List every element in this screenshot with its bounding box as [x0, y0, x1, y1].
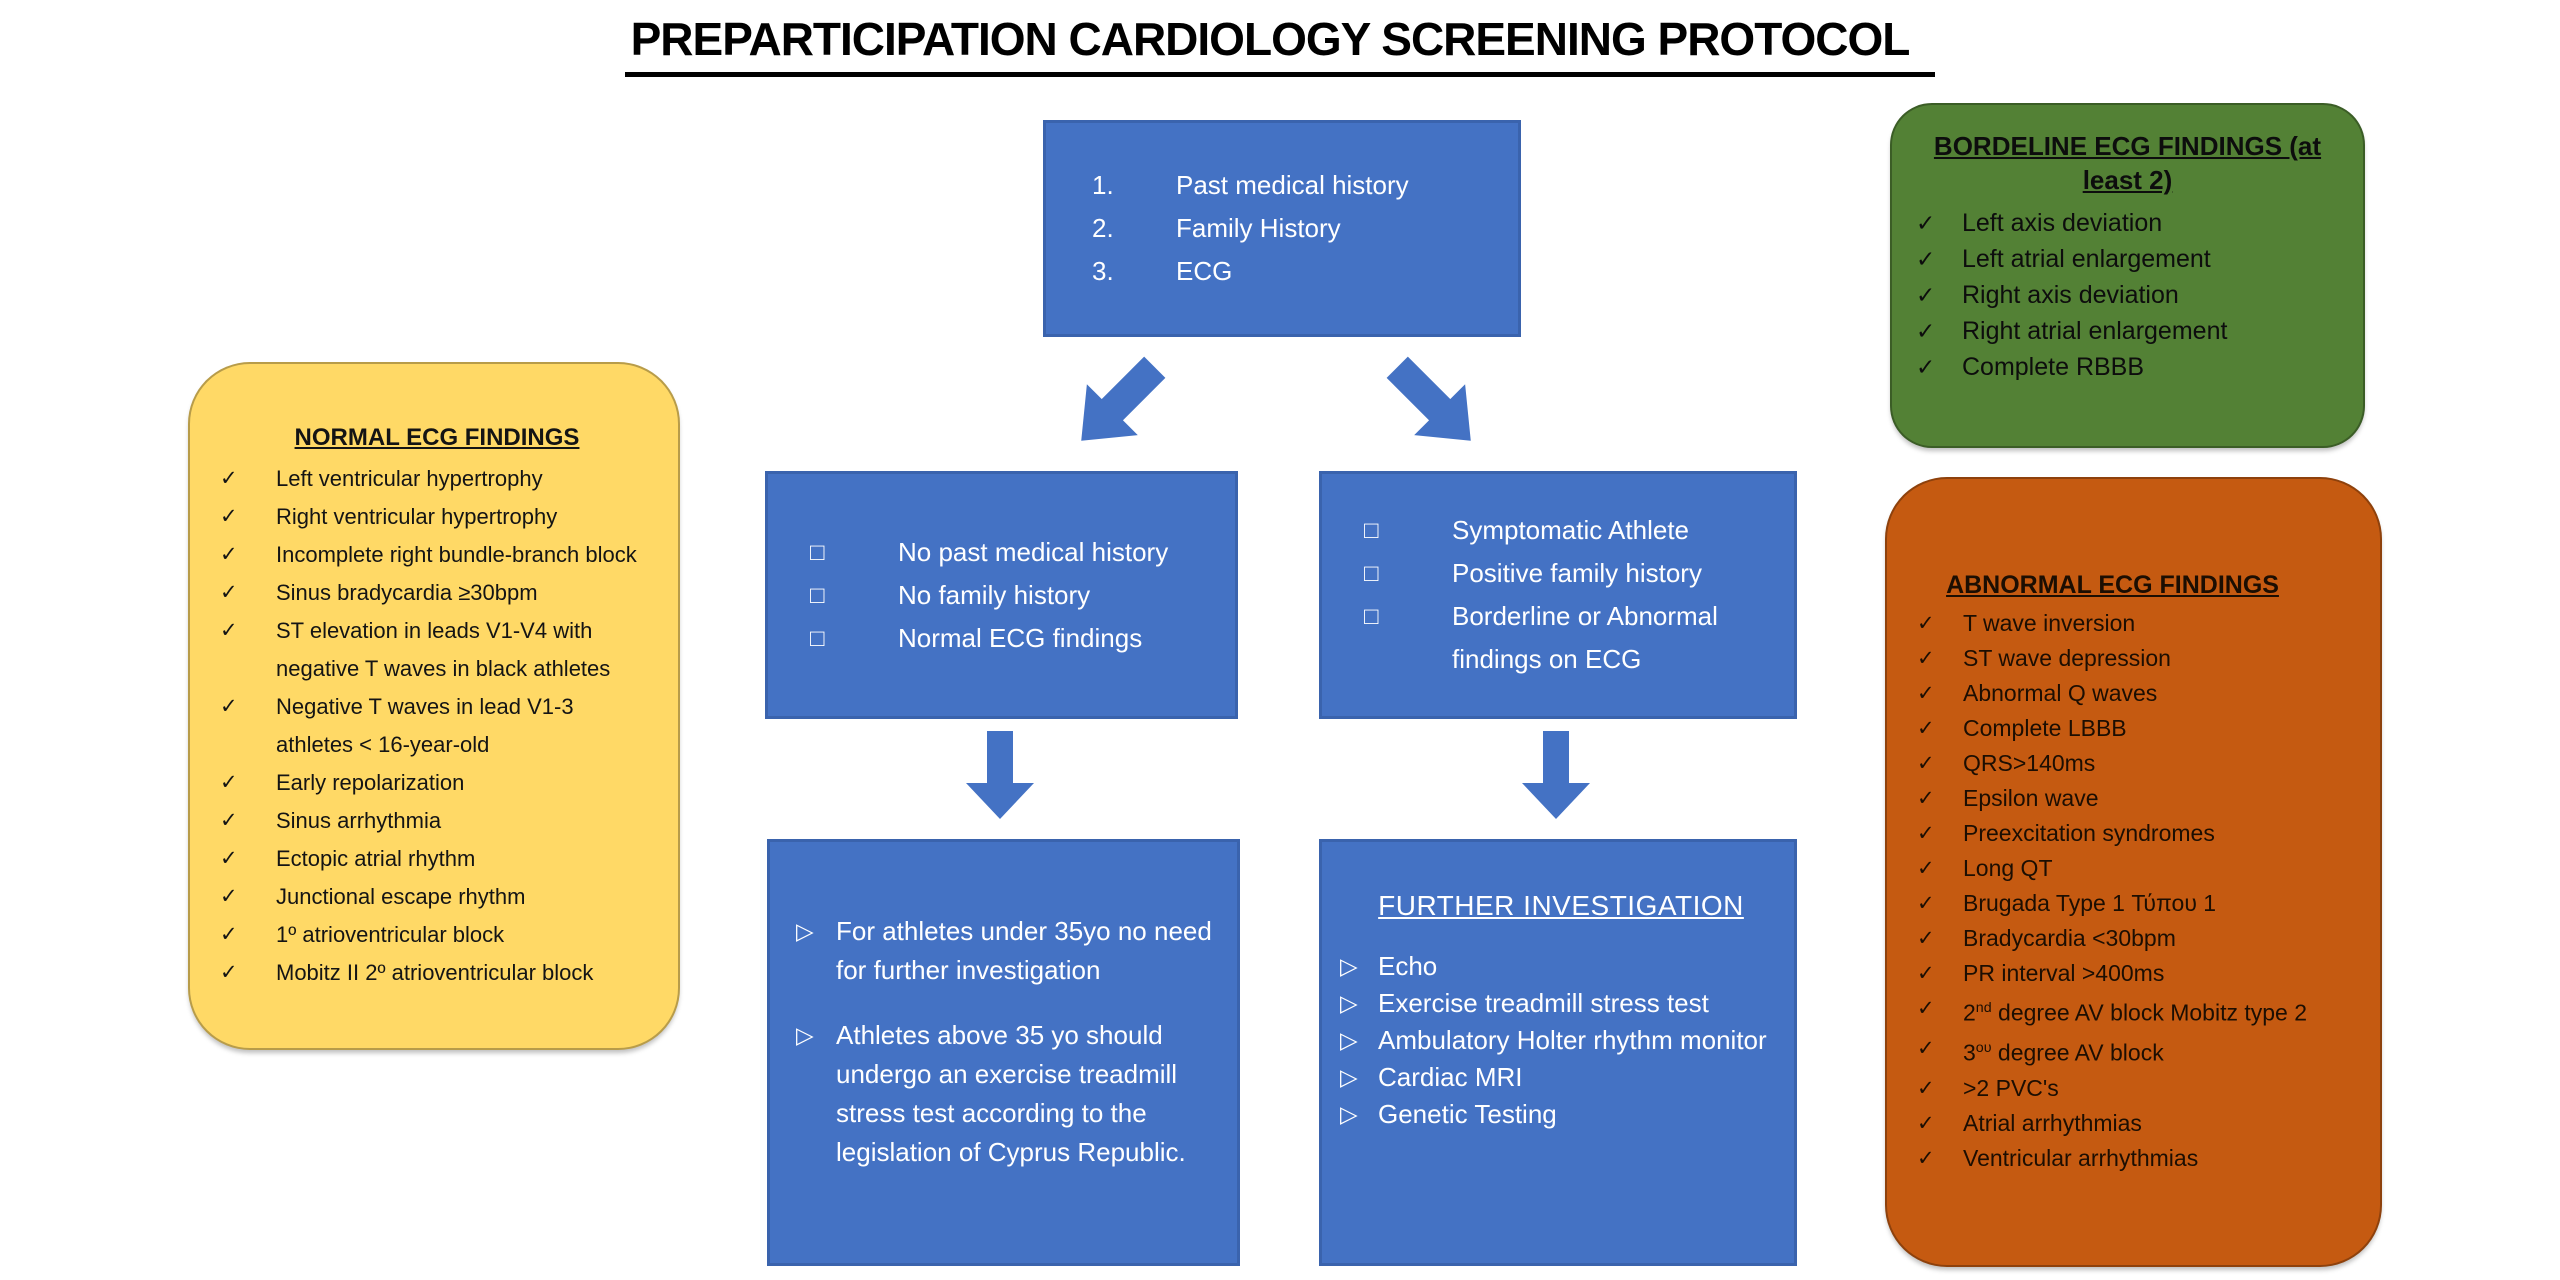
- box-title-line1: BORDELINE ECG FINDINGS (at: [1933, 131, 2322, 161]
- list-item-text: Negative T waves in lead V1-3 athletes < 16-year-old: [276, 694, 574, 757]
- borderline-ecg-box: [1890, 103, 2365, 448]
- arrow-shaft: [1543, 731, 1569, 784]
- list-item-text: Complete LBBB: [1963, 715, 2127, 742]
- list-item-text: Epsilon wave: [1963, 785, 2099, 812]
- check-icon: ✓: [220, 771, 238, 794]
- list-item: [1917, 851, 2308, 886]
- list-item: [220, 840, 654, 878]
- list-item: [220, 878, 654, 916]
- checkbox-icon: □: [810, 538, 825, 566]
- list-item: [1917, 956, 2308, 991]
- list-item: [1917, 921, 2308, 956]
- arrow-screening-to-negative: [1056, 342, 1180, 466]
- ordinal-rest: degree AV block: [1991, 1039, 2164, 1066]
- list-item-text: Left axis deviation: [1962, 209, 2163, 237]
- check-icon: ✓: [1916, 246, 1936, 272]
- check-icon: ✓: [220, 467, 238, 490]
- arrow-positive-to-further: [1522, 731, 1590, 819]
- list-number: 3.: [1092, 256, 1114, 286]
- list-item: [1917, 1141, 2308, 1176]
- box-title: [1916, 129, 2339, 197]
- check-icon: ✓: [1917, 717, 1935, 741]
- list-item-text: Left ventricular hypertrophy: [276, 466, 543, 491]
- arrowhead-icon: ▷: [1340, 953, 1358, 979]
- list-item-text: PR interval >400ms: [1963, 960, 2165, 987]
- list-item-text: Complete RBBB: [1962, 353, 2145, 381]
- list-item: [220, 536, 654, 574]
- list-item: [1917, 816, 2308, 851]
- list-item: [220, 916, 654, 954]
- list-item: [1340, 1096, 1782, 1133]
- list-item: [1340, 985, 1782, 1022]
- list-item-text: Exercise treadmill stress test: [1378, 988, 1709, 1018]
- list-item: [1364, 552, 1779, 595]
- arrowhead-icon: ▷: [1340, 1101, 1358, 1127]
- list-item: [1916, 205, 2339, 241]
- check-icon: ✓: [1917, 1037, 1935, 1060]
- list-item: [1917, 606, 2308, 641]
- list-item-text: Preexcitation syndromes: [1963, 820, 2215, 847]
- list-item: [1917, 886, 2308, 921]
- normal-ecg-box: [188, 362, 680, 1050]
- list-item: [220, 498, 654, 536]
- arrow-negative-to-outcome: [966, 731, 1034, 819]
- list-item-text: No family history: [898, 579, 1091, 610]
- list-item: [1917, 676, 2308, 711]
- list-item: [810, 531, 1220, 574]
- list-item-text: Junctional escape rhythm: [276, 884, 526, 909]
- list-item-text: Ectopic atrial rhythm: [276, 846, 476, 871]
- box-title: ABNORMAL ECG FINDINGS: [1946, 571, 2279, 600]
- list-item-text: Bradycardia <30bpm: [1963, 925, 2176, 952]
- arrowhead-icon: ▷: [1340, 1027, 1358, 1053]
- list-item: [1917, 991, 2308, 1031]
- list-item: [1917, 1071, 2308, 1106]
- list-item-text: Right axis deviation: [1962, 281, 2179, 309]
- check-icon: ✓: [1917, 647, 1935, 671]
- list-item: [1916, 349, 2339, 385]
- check-icon: ✓: [1917, 1111, 1935, 1135]
- list-item-text: >2 PVC's: [1963, 1074, 2059, 1101]
- list-item-text: Echo: [1378, 951, 1438, 981]
- check-icon: ✓: [220, 847, 238, 870]
- arrowhead-icon: ▷: [796, 1022, 814, 1048]
- list-item-text: Symptomatic Athlete: [1452, 515, 1689, 545]
- list-item: [1917, 1031, 2308, 1071]
- checkbox-icon: □: [810, 624, 825, 652]
- screening-steps-box: [1043, 120, 1521, 337]
- list-item: [1340, 1059, 1782, 1096]
- ordinal-base: 3: [1963, 1039, 1976, 1066]
- list-item-text: Brugada Type 1 Τύπου 1: [1963, 890, 2217, 917]
- list-item: [220, 574, 654, 612]
- check-icon: ✓: [1917, 612, 1935, 636]
- check-icon: ✓: [1917, 962, 1935, 986]
- check-icon: ✓: [220, 923, 238, 946]
- list-item: [1916, 313, 2339, 349]
- list-item: [220, 612, 654, 688]
- further-investigation-box: [1319, 839, 1797, 1266]
- list-item-text: Right ventricular hypertrophy: [276, 504, 558, 529]
- list-item-text: Ambulatory Holter rhythm monitor: [1378, 1025, 1767, 1055]
- list-item-text: Early repolarization: [276, 770, 465, 795]
- checkbox-icon: □: [810, 581, 825, 609]
- check-icon: ✓: [1917, 1146, 1935, 1170]
- list-item-text: Sinus arrhythmia: [276, 808, 442, 833]
- check-icon: ✓: [1916, 354, 1936, 380]
- abnormal-ecg-box: [1885, 477, 2382, 1267]
- list-number: 2.: [1092, 213, 1114, 243]
- ordinal-rest: degree AV block Mobitz type 2: [1991, 1000, 2308, 1026]
- check-icon: ✓: [1916, 318, 1936, 344]
- list-item-text: Athletes above 35 yo should undergo an exercise treadmill stress test according to the legislation of Cyprus Republic.: [836, 1020, 1186, 1167]
- list-item: [1917, 1106, 2308, 1141]
- list-item-text: Left atrial enlargement: [1962, 245, 2211, 273]
- list-item: [1340, 948, 1782, 985]
- checkbox-icon: □: [1364, 517, 1379, 544]
- list-item: [1917, 641, 2308, 676]
- page-header: [0, 12, 2560, 77]
- box-title-line2: least 2): [2082, 165, 2173, 195]
- check-icon: ✓: [1917, 997, 1935, 1021]
- list-item: [1340, 1022, 1782, 1059]
- check-icon: ✓: [220, 619, 238, 642]
- list-item-text: Normal ECG findings: [898, 622, 1143, 653]
- list-item: [1916, 241, 2339, 277]
- ordinal-base: 2: [1963, 1000, 1976, 1026]
- list-item-text: Ventricular arrhythmias: [1963, 1144, 2199, 1171]
- list-item-text: T wave inversion: [1963, 610, 2136, 637]
- list-item-text: Borderline or Abnormal findings on ECG: [1452, 601, 1718, 674]
- list-item: [1917, 711, 2308, 746]
- check-icon: ✓: [1917, 682, 1935, 706]
- check-icon: ✓: [1917, 787, 1935, 811]
- list-item: [220, 764, 654, 802]
- check-icon: ✓: [1917, 822, 1935, 846]
- arrow-screening-to-positive: [1372, 342, 1496, 466]
- list-item: [220, 460, 654, 498]
- check-icon: ✓: [220, 505, 238, 528]
- list-item-text: No past medical history: [898, 536, 1169, 567]
- list-item-text: Family History: [1176, 213, 1341, 243]
- list-item-text: ECG: [1176, 256, 1233, 286]
- list-item: [1092, 164, 1508, 207]
- check-icon: ✓: [220, 581, 238, 604]
- list-item: [1916, 277, 2339, 313]
- list-item-text: For athletes under 35yo no need for further investigation: [836, 916, 1212, 985]
- check-icon: ✓: [220, 809, 238, 832]
- arrow-shaft: [987, 731, 1013, 784]
- check-icon: ✓: [220, 885, 238, 908]
- arrowhead-icon: ▷: [1340, 990, 1358, 1016]
- check-icon: ✓: [1916, 210, 1936, 236]
- list-item-text: Genetic Testing: [1378, 1099, 1557, 1129]
- page-title: PREPARTICIPATION CARDIOLOGY SCREENING PROTOCOL: [625, 12, 1936, 77]
- list-item-text: Abnormal Q waves: [1963, 680, 2158, 707]
- list-item-text: Cardiac MRI: [1378, 1062, 1523, 1092]
- positive-screen-box: [1319, 471, 1797, 719]
- check-icon: ✓: [1917, 927, 1935, 951]
- arrowhead-icon: ▷: [796, 918, 814, 944]
- negative-screen-box: [765, 471, 1238, 719]
- list-item: [1917, 746, 2308, 781]
- list-item-text: Atrial arrhythmias: [1963, 1109, 2142, 1136]
- list-item: [220, 802, 654, 840]
- arrow-head: [1522, 783, 1590, 819]
- check-icon: ✓: [1917, 892, 1935, 916]
- list-item: [1364, 509, 1779, 552]
- list-item: [220, 954, 654, 992]
- list-item-text: Positive family history: [1452, 558, 1702, 588]
- arrow-head: [966, 783, 1034, 819]
- no-further-investigation-box: [767, 839, 1240, 1266]
- list-item-text: Sinus bradycardia ≥30bpm: [276, 580, 538, 605]
- list-item-text: Mobitz II 2º atrioventricular block: [276, 960, 594, 985]
- list-number: 1.: [1092, 170, 1114, 200]
- list-item-text: ST elevation in leads V1-V4 with negative T waves in black athletes: [276, 618, 611, 681]
- list-item-text: Long QT: [1963, 855, 2053, 882]
- ordinal-superscript: ου: [1975, 1040, 1992, 1056]
- list-item-text: Incomplete right bundle-branch block: [276, 542, 637, 567]
- check-icon: ✓: [220, 961, 238, 984]
- check-icon: ✓: [220, 695, 238, 718]
- list-item: [1092, 207, 1508, 250]
- list-item-text: ST wave depression: [1963, 645, 2171, 672]
- box-title: NORMAL ECG FINDINGS: [294, 424, 580, 451]
- checkbox-icon: □: [1364, 603, 1379, 630]
- check-icon: ✓: [220, 543, 238, 566]
- checkbox-icon: □: [1364, 560, 1379, 587]
- list-item: [220, 688, 654, 764]
- check-icon: ✓: [1916, 282, 1936, 308]
- box-title: FURTHER INVESTIGATION: [1378, 890, 1744, 921]
- list-item: [810, 617, 1220, 660]
- list-item-text: QRS>140ms: [1963, 750, 2096, 777]
- list-item: [796, 912, 1231, 990]
- list-item-text: Past medical history: [1176, 170, 1409, 200]
- check-icon: ✓: [1917, 1076, 1935, 1100]
- arrowhead-icon: ▷: [1340, 1064, 1358, 1090]
- ordinal-superscript: nd: [1975, 1000, 1992, 1017]
- list-item-text: [1963, 1031, 2308, 1071]
- list-item: [796, 1016, 1231, 1172]
- list-item-text: [1963, 991, 2308, 1031]
- list-item: [810, 574, 1220, 617]
- list-item: [1917, 781, 2308, 816]
- check-icon: ✓: [1917, 857, 1935, 881]
- list-item: [1364, 595, 1779, 681]
- list-item-text: Right atrial enlargement: [1962, 317, 2228, 345]
- list-item-text: 1º atrioventricular block: [276, 922, 505, 947]
- check-icon: ✓: [1917, 752, 1935, 776]
- list-item: [1092, 250, 1508, 293]
